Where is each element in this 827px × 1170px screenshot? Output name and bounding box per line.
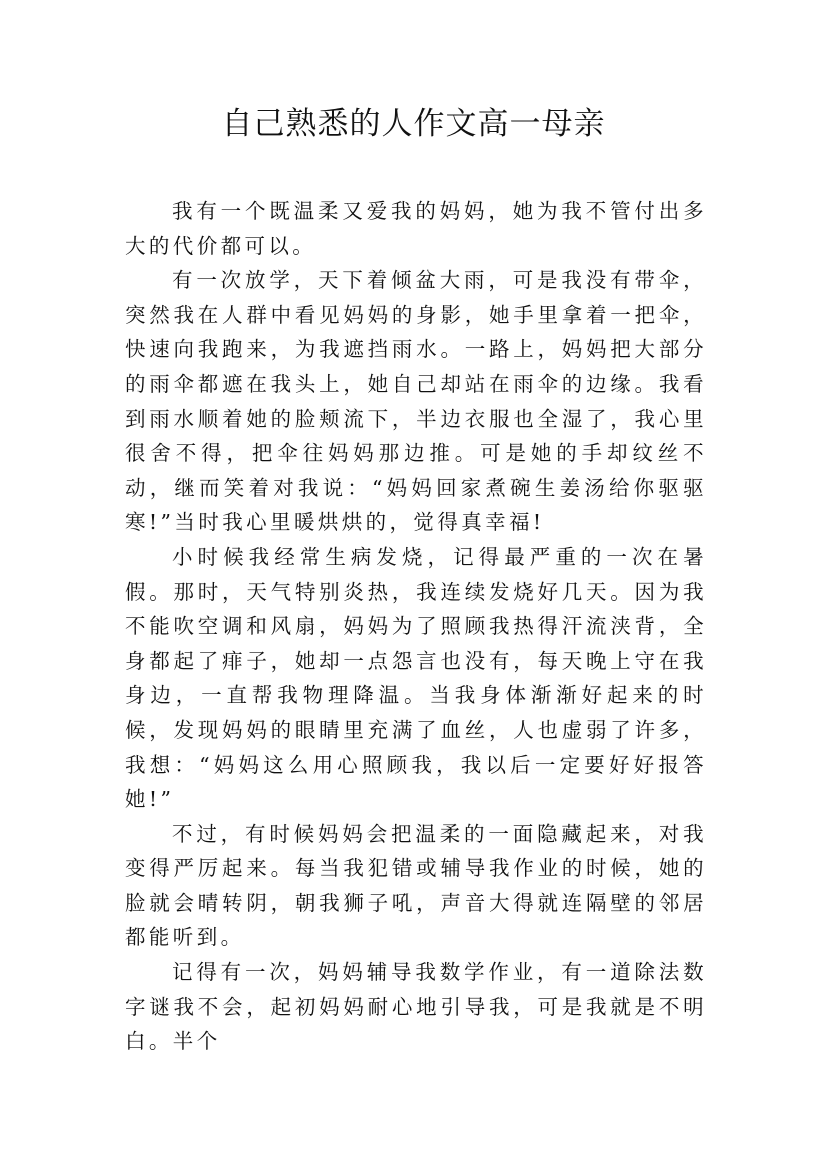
paragraph-2: 有一次放学，天下着倾盆大雨，可是我没有带伞，突然我在人群中看见妈妈的身影，她手里拿着一把伞，快速向我跑来，为我遮挡雨水。一路上，妈妈把大部分的雨伞都遮在我头上，她自己却站在雨伞的边缘。我看到雨水顺着她的脸颊流下，半边衣服也全湿了，我心里很舍不得，把伞往妈妈那边推。可是她的手却纹丝不动，继而笑着对我说：“妈妈回家煮碗生姜汤给你驱驱寒!”当时我心里暖烘烘的，觉得真幸福! bbox=[125, 268, 707, 535]
document-body bbox=[125, 194, 707, 1059]
paragraph-4: 不过，有时候妈妈会把温柔的一面隐藏起来，对我变得严厉起来。每当我犯错或辅导我作业的时候，她的脸就会晴转阴，朝我狮子吼，声音大得就连隔壁的邻居都能听到。 bbox=[125, 821, 707, 950]
paragraph-5: 记得有一次，妈妈辅导我数学作业，有一道除法数字谜我不会，起初妈妈耐心地引导我，可是我就是不明白。半个 bbox=[125, 960, 707, 1054]
paragraph-1: 我有一个既温柔又爱我的妈妈，她为我不管付出多大的代价都可以。 bbox=[125, 199, 707, 258]
paragraph-3: 小时候我经常生病发烧，记得最严重的一次在暑假。那时，天气特别炎热，我连续发烧好几天。因为我不能吹空调和风扇，妈妈为了照顾我热得汗流浃背，全身都起了痱子，她却一点怨言也没有，每天晚上守在我身边，一直帮我物理降温。当我身体渐渐好起来的时候，发现妈妈的眼睛里充满了血丝，人也虚弱了许多，我想：“妈妈这么用心照顾我，我以后一定要好好报答她!” bbox=[125, 544, 707, 812]
document-title: 自己熟悉的人作文高一母亲 bbox=[221, 106, 606, 142]
